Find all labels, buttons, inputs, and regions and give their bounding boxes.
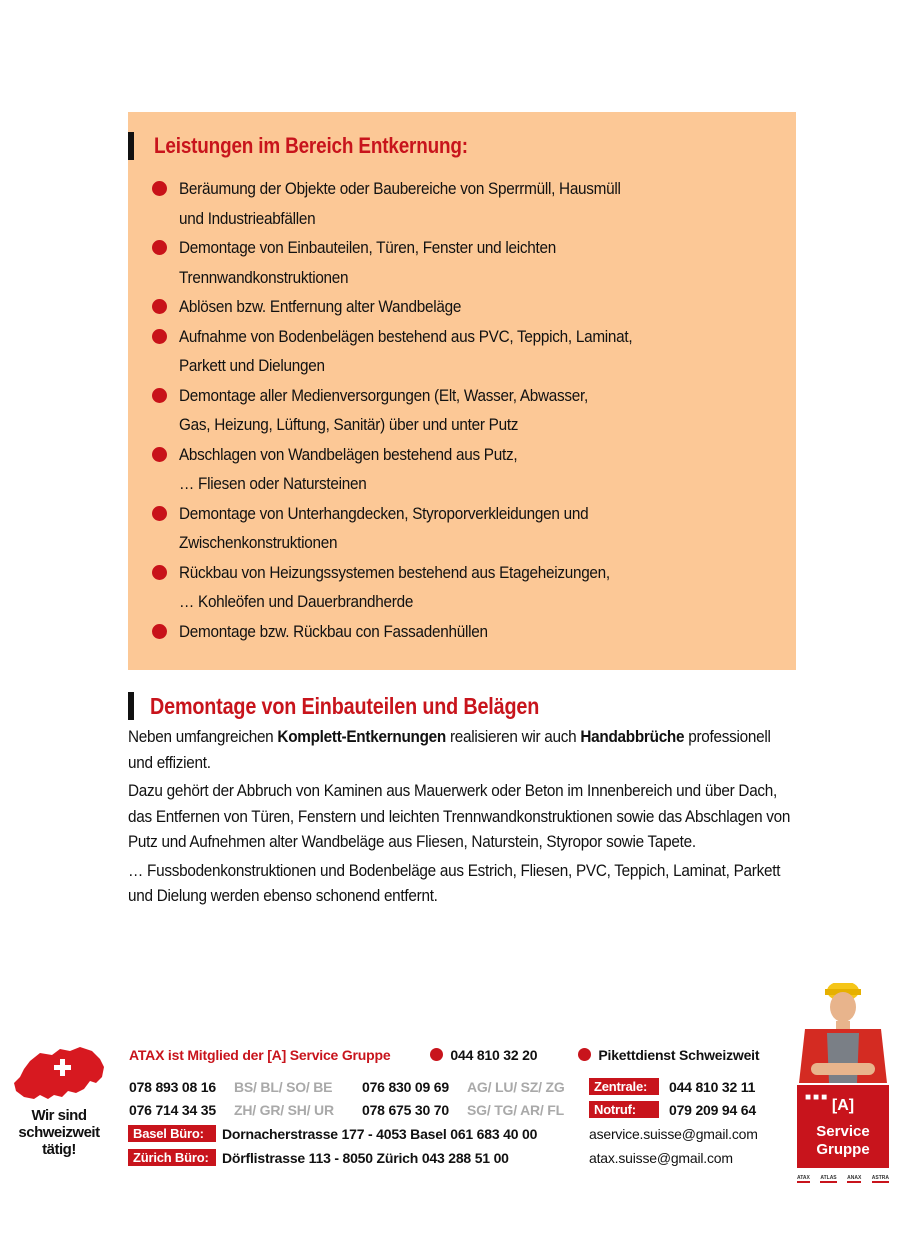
footer [0, 1035, 921, 1259]
bullet-icon [430, 1048, 443, 1061]
basel-label: Basel Büro: [128, 1125, 216, 1142]
list-item: Demontage aller Medienversorgungen (Elt, Wasser, Abwasser, Gas, Heizung, Lüftung, Sanitär) über und unter Putz [152, 381, 772, 440]
cantons-3: ZH/ GR/ SH/ UR [234, 1102, 334, 1118]
cantons-1: BS/ BL/ SO/ BE [234, 1079, 333, 1095]
basel-address: Dornacherstrasse 177 - 4053 Basel 061 683 40 00 [222, 1126, 538, 1142]
service-gruppe-logo: ■■■ [A] Service Gruppe [797, 1085, 889, 1168]
switzerland-map-icon [10, 1041, 110, 1103]
services-list [152, 174, 772, 646]
list-item: Beräumung der Objekte oder Baubereiche von Sperrmüll, Hausmüll und Industrieabfällen [152, 174, 772, 233]
bullet-icon [152, 240, 167, 255]
phone-2[interactable]: 076 830 09 69 [362, 1079, 449, 1095]
list-item: Demontage von Unterhangdecken, Styroporverkleidungen und Zwischenkonstruktionen [152, 499, 772, 558]
cantons-4: SG/ TG/ AR/ FL [467, 1102, 565, 1118]
email-atax[interactable]: atax.suisse@gmail.com [589, 1150, 733, 1166]
details-paragraph: Dazu gehört der Abbruch von Kaminen aus Mauerwerk oder Beton im Innenbereich und über Dach, das Entfernen von Türen, Fenstern und leichten Trennwandkonstruktionen sowie das Abschlagen von Putz und Aufnehmen alter Wandbeläge aus Fliesen, Naturstein, Styropor sowie Tapete. [128, 781, 791, 851]
cantons-2: AG/ LU/ SZ/ ZG [467, 1079, 565, 1095]
zurich-address: Dörflistrasse 113 - 8050 Zürich 043 288 51 00 [222, 1150, 509, 1166]
services-title: Leistungen im Bereich Entkernung: [154, 133, 468, 158]
slogan: Wir sind schweizweit tätig! [18, 1107, 100, 1158]
bullet-icon [152, 181, 167, 196]
list-item: Aufnahme von Bodenbelägen bestehend aus PVC, Teppich, Laminat, Parkett und Dielungen [152, 322, 772, 381]
bullet-icon [152, 388, 167, 403]
partner-logos [797, 1175, 889, 1183]
phone-4[interactable]: 078 675 30 70 [362, 1102, 449, 1118]
services-box [128, 112, 796, 670]
list-item: Abschlagen von Wandbelägen bestehend aus Putz, … Fliesen oder Natursteinen [152, 440, 772, 499]
notruf-phone[interactable]: 079 209 94 64 [669, 1102, 756, 1118]
partner-logo: ASTRA [871, 1175, 889, 1181]
bullet-icon [152, 565, 167, 580]
bullet-icon [152, 506, 167, 521]
notruf-label: Notruf: [589, 1101, 659, 1118]
bullet-icon [152, 299, 167, 314]
list-item: Ablösen bzw. Entfernung alter Wandbeläge [152, 292, 772, 322]
phone-1[interactable]: 078 893 08 16 [129, 1079, 216, 1095]
heading-bar [128, 692, 134, 720]
zentrale-label: Zentrale: [589, 1078, 659, 1095]
services-heading [128, 132, 519, 160]
section-title: Demontage von Einbauteilen und Belägen [150, 692, 540, 719]
partner-logo: ANAX [847, 1175, 862, 1181]
dismantling-section [128, 691, 808, 909]
bullet-icon [152, 624, 167, 639]
partner-logo: ATAX [797, 1175, 810, 1181]
picket-service: Pikettdienst Schweizweit [578, 1047, 759, 1063]
list-item: Demontage bzw. Rückbau con Fassadenhüllen [152, 617, 772, 647]
bullet-icon [152, 447, 167, 462]
partner-logo: ATLAS [820, 1175, 837, 1181]
heading-bar [128, 132, 134, 160]
section-heading [128, 691, 808, 721]
bullet-icon [152, 329, 167, 344]
flooring-paragraph: … Fussbodenkonstruktionen und Bodenbeläge aus Estrich, Fliesen, PVC, Teppich, Laminat, Parkett und Dielung werden ebenso schonend entfernt. [128, 860, 781, 905]
list-item: Demontage von Einbauteilen, Türen, Fenster und leichten Trennwandkonstruktionen [152, 233, 772, 292]
list-item: Rückbau von Heizungssystemen bestehend aus Etageheizungen, … Kohleöfen und Dauerbrandherde [152, 558, 772, 617]
email-aservice[interactable]: aservice.suisse@gmail.com [589, 1126, 758, 1142]
zentrale-phone[interactable]: 044 810 32 11 [669, 1079, 756, 1095]
main-phone[interactable]: 044 810 32 20 [430, 1047, 537, 1063]
member-text: ATAX ist Mitglied der [A] Service Gruppe [129, 1047, 391, 1063]
bullet-icon [578, 1048, 591, 1061]
phone-3[interactable]: 076 714 34 35 [129, 1102, 216, 1118]
zurich-label: Zürich Büro: [128, 1149, 216, 1166]
intro-paragraph: Neben umfangreichen Komplett-Entkernungen realisieren wir auch Handabbrüche professionell und effizient. [128, 727, 771, 772]
